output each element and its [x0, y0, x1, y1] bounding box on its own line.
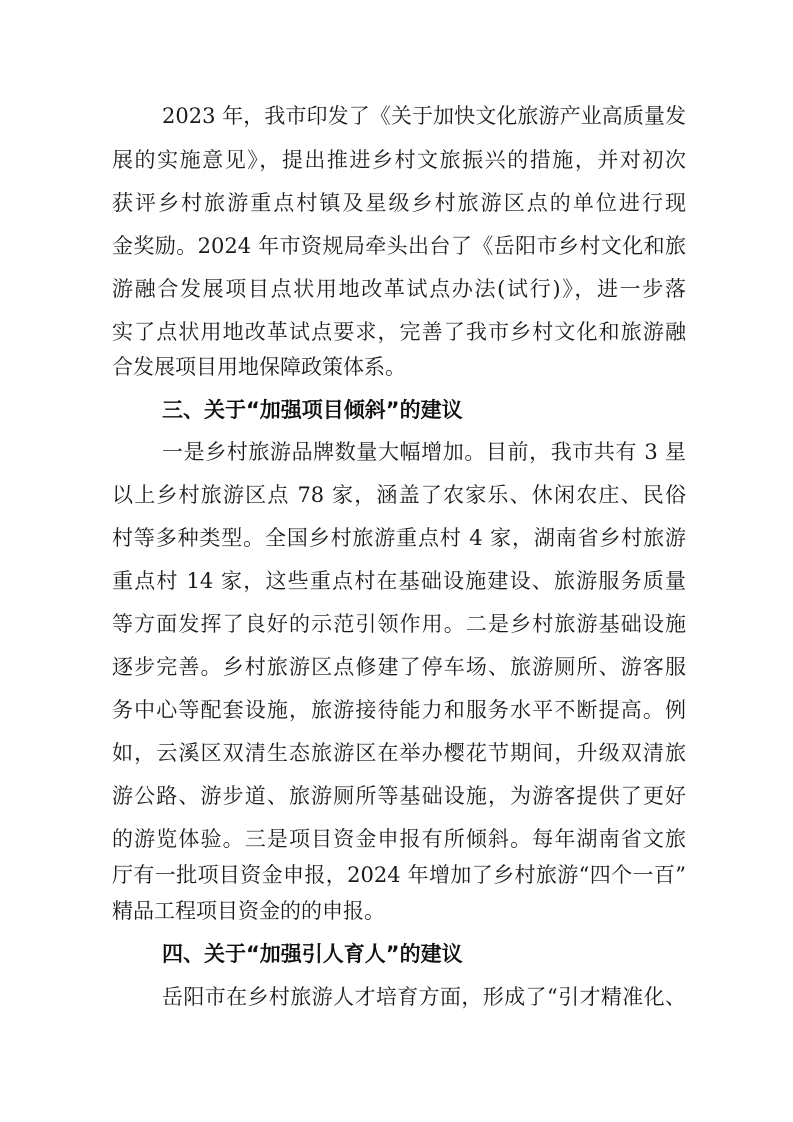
section-heading-4: 四、关于“加强引人育人”的建议: [162, 942, 463, 966]
paragraph-1-line-3: 获评乡村旅游重点村镇及星级乡村旅游区点的单位进行现: [112, 191, 686, 215]
paragraph-2-line-6: 逐步完善。乡村旅游区点修建了停车场、旅游厕所、游客服: [112, 655, 686, 679]
paragraph-1-line-1: 2023 年，我市印发了《关于加快文化旅游产业高质量发: [162, 104, 686, 128]
paragraph-2-line-7: 务中心等配套设施，旅游接待能力和服务水平不断提高。例: [112, 698, 686, 722]
paragraph-2-line-11: 厅有一批项目资金申报，2024 年增加了乡村旅游“四个一百”: [112, 863, 686, 887]
paragraph-2-line-4: 重点村 14 家，这些重点村在基础设施建设、旅游服务质量: [112, 569, 686, 593]
section-heading-3: 三、关于“加强项目倾斜”的建议: [162, 398, 463, 422]
paragraph-1-line-7: 合发展项目用地保障政策体系。: [112, 355, 406, 379]
paragraph-2-line-8: 如，云溪区双清生态旅游区在举办樱花节期间，升级双清旅: [112, 741, 686, 765]
paragraph-2-line-1: 一是乡村旅游品牌数量大幅增加。目前，我市共有 3 星: [162, 440, 686, 464]
paragraph-2-line-10: 的游览体验。三是项目资金申报有所倾斜。每年湖南省文旅: [112, 827, 686, 851]
paragraph-1-line-4: 金奖励。2024 年市资规局牵头出台了《岳阳市乡村文化和旅: [112, 234, 686, 258]
paragraph-2-line-9: 游公路、游步道、旅游厕所等基础设施，为游客提供了更好: [112, 784, 686, 808]
paragraph-2-line-12: 精品工程项目资金的的申报。: [112, 899, 385, 923]
paragraph-3-line-1: 岳阳市在乡村旅游人才培育方面，形成了“引才精准化、: [162, 985, 686, 1009]
paragraph-1-line-6: 实了点状用地改革试点要求，完善了我市乡村文化和旅游融: [112, 320, 686, 344]
paragraph-2-line-5: 等方面发挥了良好的示范引领作用。二是乡村旅游基础设施: [112, 612, 686, 636]
paragraph-2-line-2: 以上乡村旅游区点 78 家，涵盖了农家乐、休闲农庄、民俗: [112, 483, 686, 507]
paragraph-1-line-5: 游融合发展项目点状用地改革试点办法(试行)》，进一步落: [112, 277, 686, 301]
paragraph-2-line-3: 村等多种类型。全国乡村旅游重点村 4 家，湖南省乡村旅游: [112, 526, 686, 550]
paragraph-1-line-2: 展的实施意见》，提出推进乡村文旅振兴的措施，并对初次: [112, 148, 686, 172]
